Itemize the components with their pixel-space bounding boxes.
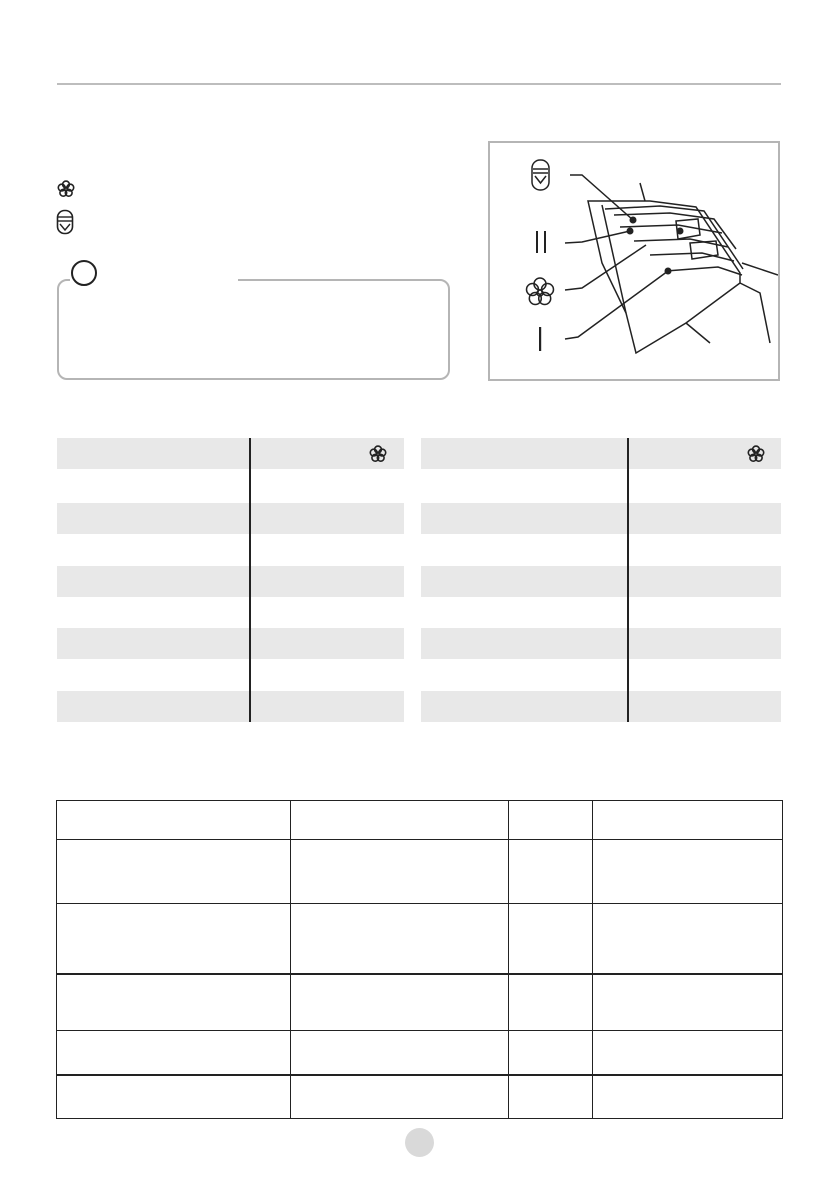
table-row <box>57 974 783 1031</box>
fabric-softener-icon <box>746 444 766 464</box>
table-row <box>57 801 783 840</box>
liquid-detergent-cup-icon <box>56 209 74 235</box>
spec-table <box>56 800 783 1119</box>
table-row <box>57 1031 783 1075</box>
fabric-softener-icon <box>527 278 554 305</box>
info-circle-icon <box>71 260 97 286</box>
note-box <box>57 279 450 380</box>
fabric-softener-icon <box>368 444 388 464</box>
drawer-illustration <box>490 143 778 379</box>
table-row <box>57 1075 783 1119</box>
table-row <box>57 904 783 974</box>
load-table-left <box>57 438 404 722</box>
top-rule <box>57 83 781 85</box>
load-table-right <box>421 438 781 722</box>
fabric-softener-icon <box>56 179 76 199</box>
page-number-badge <box>405 1128 434 1157</box>
detergent-drawer-figure <box>488 141 780 381</box>
table-row <box>57 840 783 904</box>
